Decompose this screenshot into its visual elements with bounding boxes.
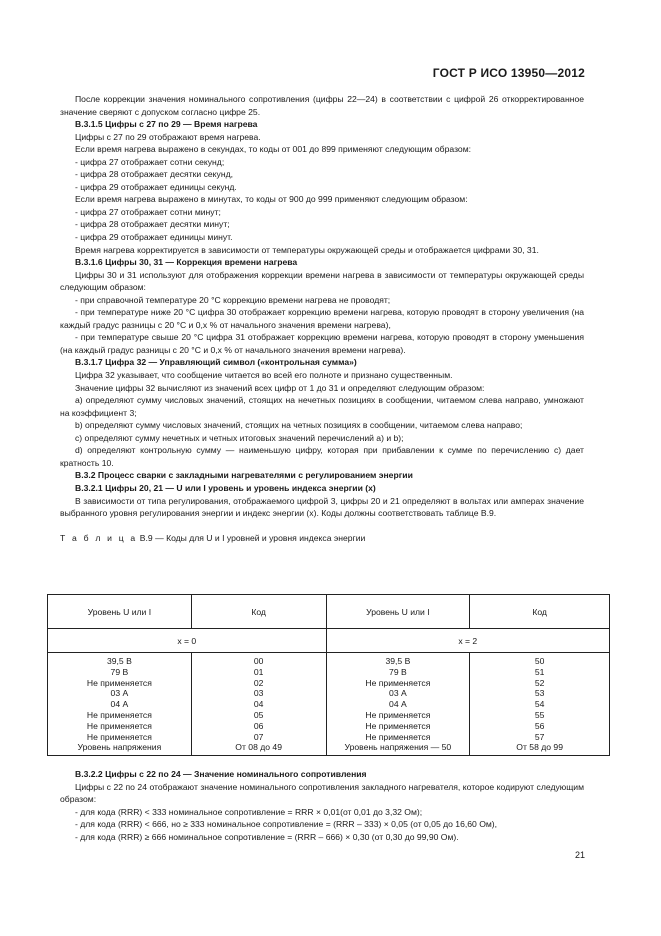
table-cell-code: 50 (534, 656, 545, 666)
page-header-title: ГОСТ Р ИСО 13950—2012 (432, 66, 585, 80)
column-header: Код (191, 595, 326, 629)
table-cell-code: 00 (253, 656, 264, 666)
table-cell-level: Не применяется (86, 677, 152, 688)
list-item: - цифра 27 отображает сотни секунд; (75, 156, 225, 167)
codes-table (47, 594, 610, 756)
table-cell-level: Не применяется (86, 720, 152, 731)
energy-index-x2: x = 2 (326, 629, 610, 653)
table-cell-code: 04 (253, 699, 264, 710)
table-subheader-row (48, 629, 610, 653)
table-caption (60, 532, 584, 545)
section-heading: В.3.1.7 Цифра 32 — Управляющий символ («контрольная сумма») (75, 357, 357, 368)
paragraph: Цифра 32 указывает, что сообщение читается во всей его полноте и признано существенным. (75, 370, 453, 381)
table-caption-text: В.9 — Коды для U и I уровней и уровня индекса энергии (139, 532, 366, 543)
paragraph: В зависимости от типа регулирования, отображаемого цифрой 3, цифры 20 и 21 определяют в вольтах или амперах значение выбранного уровня регулирования энергии и индекс энергии (x). Коды должны соответствовать таблице В.9. (60, 495, 584, 519)
energy-index-x0: x = 0 (48, 629, 327, 653)
table-cell-level: 03 А (110, 688, 129, 699)
column-header: Уровень U или I (326, 595, 470, 629)
table-cell-code: 57 (534, 731, 545, 742)
list-item: - для кода (RRR) < 666, но ≥ 333 номинальное сопротивление = (RRR – 333) × 0,05 (от 0,05 до 16,60 Ом), (75, 819, 498, 830)
table-cell-level: Не применяется (365, 677, 431, 688)
left-levels-cell (48, 653, 192, 756)
section-heading: В.3.2.2 Цифры с 22 по 24 — Значение номинального сопротивления (75, 769, 367, 779)
paragraph: - при температуре свыше 20 °С цифра 31 отображает коррекцию времени нагрева, которую проводят в сторону уменьшения (на каждый градус разницы с 20 °С и 0,x % от начального значения времени нагрева). (60, 332, 584, 355)
section-heading: В.3.1.5 Цифры с 27 по 29 — Время нагрева (75, 119, 258, 130)
list-item: - для кода (RRR) ≥ 666 номинальное сопротивление = (RRR – 666) × 0,30 (от 0,30 до 99,90 Ом). (75, 831, 459, 842)
paragraph: Цифры с 27 по 29 отображают время нагрева. (75, 131, 261, 142)
section-heading: В.3.1.6 Цифры 30, 31 — Коррекция времени нагрева (75, 257, 298, 268)
table-cell-level: Не применяется (86, 709, 152, 720)
column-header: Уровень U или I (48, 595, 192, 629)
paragraph: d) определяют контрольную сумму — наименьшую цифру, которая при прибавлении к сумме по перечислению c) дает кратность 10. (60, 445, 584, 468)
table-cell-code: 05 (253, 709, 264, 720)
list-item: - цифра 29 отображает единицы секунд. (75, 181, 237, 192)
table-caption-label: Т а б л и ц а (60, 532, 138, 543)
table-cell-code: 03 (253, 688, 264, 699)
table-cell-level: 39,5 В (385, 656, 411, 666)
table-cell-code: 55 (534, 709, 545, 720)
paragraph: После коррекции значения номинального сопротивления (цифры 22—24) в соответствии с цифрой 26 откорректированное значение сверяют с допуском согласно цифре 25. (60, 94, 584, 117)
table-cell-code: 07 (253, 731, 264, 742)
table-cell-level: 39,5 В (106, 656, 132, 666)
paragraph: Цифры 30 и 31 используют для отображения коррекции времени нагрева в зависимости от температуры окружающей среды следующим образом: (60, 269, 584, 293)
table-cell-level: 04 А (110, 699, 129, 710)
table-cell-level: Не применяется (365, 720, 431, 731)
paragraph: Значение цифры 32 вычисляют из значений всех цифр от 1 до 31 и определяют следующим образом: (75, 382, 485, 393)
right-levels-cell (326, 653, 470, 756)
paragraph: a) определяют сумму числовых значений, стоящих на нечетных позициях в сообщении, читаемом слева направо, умножают на коэффициент 3; (60, 395, 584, 418)
right-codes-cell (470, 653, 610, 756)
page-number: 21 (574, 850, 585, 860)
table-row (48, 653, 610, 756)
table-cell-level: 79 В (389, 666, 407, 677)
paragraph: Время нагрева корректируется в зависимости от температуры окружающей среды и отображается цифрами 30, 31. (75, 244, 539, 255)
section-heading: В.3.2.1 Цифры 20, 21 — U или I уровень и уровень индекса энергии (x) (75, 482, 376, 493)
table-cell-level: 04 А (389, 699, 407, 710)
table-cell-code: 02 (253, 677, 264, 688)
document-body (60, 93, 584, 550)
section-heading: В.3.2 Процесс сварки с закладными нагревателями с регулированием энергии (75, 470, 413, 481)
table-cell-code: 54 (534, 699, 545, 710)
list-item: - цифра 29 отображает единицы минут. (75, 232, 233, 243)
list-item: - цифра 28 отображает десятки минут; (75, 219, 230, 230)
table-cell-level: Уровень напряжения — 50 (344, 742, 452, 753)
table-cell-code: 53 (534, 688, 545, 699)
table-cell-code: 51 (534, 666, 545, 677)
paragraph: c) определяют сумму нечетных и четных итоговых значений перечислений а) и b); (75, 432, 404, 443)
table-cell-level: Не применяется (365, 709, 431, 720)
table-cell-level: 79 В (110, 666, 129, 677)
list-item: - при справочной температуре 20 °С коррекцию времени нагрева не проводят; (75, 294, 391, 305)
paragraph: Если время нагрева выражено в минутах, то коды от 900 до 999 применяют следующим образом: (75, 194, 468, 205)
document-body-continued (60, 768, 584, 843)
paragraph: Цифры с 22 по 24 отображают значение номинального сопротивления закладного нагревателя, которое кодируют следующим образом: (60, 781, 584, 805)
table-cell-code: 01 (253, 666, 264, 677)
paragraph: - при температуре ниже 20 °С цифра 30 отображает коррекцию времени нагрева, которую проводят в сторону увеличения (на каждый градус разницы с 20 °С и 0,x % от начального значения времени нагрева), (60, 307, 584, 330)
table-cell-level: Уровень напряжения (77, 742, 162, 753)
table-cell-code: 06 (253, 720, 264, 731)
list-item: - для кода (RRR) < 333 номинальное сопротивление = RRR × 0,01(от 0,01 до 3,32 Ом); (75, 806, 423, 817)
left-codes-cell (191, 653, 326, 756)
list-item: - цифра 27 отображает сотни минут; (75, 206, 221, 217)
table-cell-code: От 58 до 99 (516, 742, 563, 753)
table-header-row (48, 595, 610, 629)
table-cell-level: 03 А (389, 688, 407, 699)
table-cell-code: 52 (534, 677, 545, 688)
column-header: Код (470, 595, 610, 629)
table-cell-level: Не применяется (365, 731, 431, 742)
paragraph: Если время нагрева выражено в секундах, то коды от 001 до 899 применяют следующим образом: (75, 144, 471, 155)
table-cell-code: 56 (534, 720, 545, 731)
paragraph: b) определяют сумму числовых значений, стоящих на четных позициях в сообщении, читаемом слева направо; (75, 420, 523, 431)
table-cell-code: От 08 до 49 (235, 742, 282, 753)
list-item: - цифра 28 отображает десятки секунд, (75, 169, 233, 180)
table-cell-level: Не применяется (86, 731, 152, 742)
